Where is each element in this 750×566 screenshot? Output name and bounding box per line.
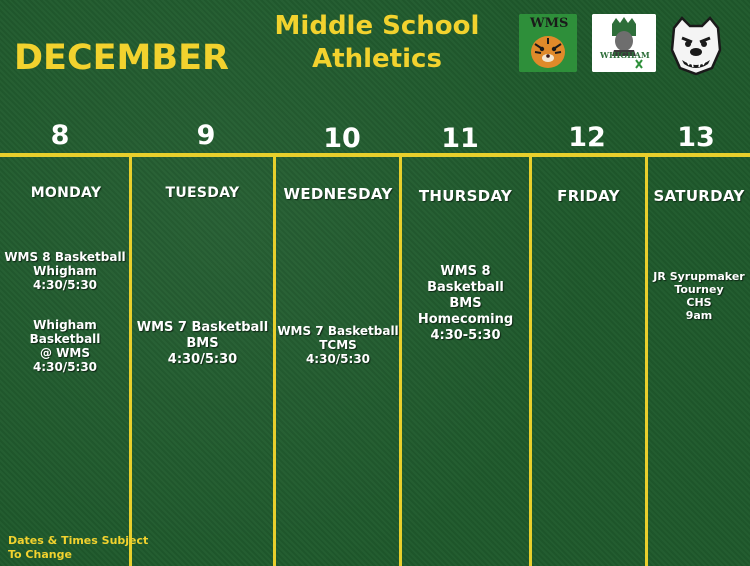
event-line: WMS 8 Basketball: [4, 250, 126, 264]
column-divider: [529, 157, 532, 566]
event-line: Tourney: [674, 283, 724, 296]
event-line: 4:30-5:30: [430, 328, 501, 343]
event-monday-1: [0, 250, 130, 292]
title-line-2: Athletics: [312, 44, 442, 74]
day-number: 13: [677, 122, 715, 153]
day-name-friday: FRIDAY: [557, 187, 620, 205]
day-name-thursday: THURSDAY: [418, 187, 513, 205]
day-name-monday: MONDAY: [30, 185, 102, 201]
day-name-saturday: SATURDAY: [653, 187, 745, 205]
event-line: Whigham: [33, 264, 97, 278]
event-line: 4:30/5:30: [32, 278, 98, 292]
bulldog-logo: [668, 14, 724, 76]
page-title: [262, 10, 492, 76]
disclaimer: [8, 534, 148, 562]
day-number: 12: [568, 122, 606, 153]
whigham-logo: [592, 14, 656, 72]
event-saturday-1: [648, 270, 750, 322]
header-divider: [0, 153, 750, 157]
day-number: 8: [50, 120, 70, 151]
event-line: BMS: [449, 296, 482, 311]
event-wednesday-1: [276, 324, 400, 366]
wms-logo-text: WMS: [530, 16, 569, 31]
event-thursday-1: [402, 264, 529, 344]
event-monday-2: [0, 318, 130, 374]
wms-tiger-logo: [519, 14, 577, 72]
disclaimer-line-1: Dates & Times Subject: [8, 534, 149, 547]
event-line: WMS 8 Basketball: [427, 264, 504, 295]
day-number: 11: [441, 123, 479, 154]
day-number: 10: [323, 123, 361, 154]
event-line: 4:30/5:30: [167, 352, 238, 367]
bulldog-icon: [668, 14, 724, 76]
event-line: TCMS: [319, 338, 357, 352]
event-line: BMS: [186, 336, 219, 351]
disclaimer-line-2: To Change: [8, 548, 72, 561]
column-divider: [645, 157, 648, 566]
event-line: Homecoming: [417, 312, 514, 327]
month-title: DECEMBER: [14, 38, 229, 78]
event-line: 4:30/5:30: [32, 360, 98, 374]
indian-head-icon: [592, 14, 656, 72]
event-line: WMS 7 Basketball: [136, 320, 269, 335]
event-line: 4:30/5:30: [305, 352, 371, 366]
event-line: WMS 7 Basketball: [277, 324, 399, 338]
event-line: JR Syrupmaker: [653, 270, 745, 283]
whigham-logo-text: WHIGHAM: [600, 50, 650, 60]
day-number: 9: [196, 120, 216, 151]
event-line: CHS: [686, 296, 712, 309]
day-name-tuesday: TUESDAY: [165, 185, 240, 201]
event-line: Whigham Basketball: [29, 318, 101, 346]
event-tuesday-1: [132, 320, 273, 368]
event-line: @ WMS: [40, 346, 90, 360]
day-name-wednesday: WEDNESDAY: [283, 185, 393, 203]
title-line-1: Middle School: [274, 11, 480, 41]
event-line: 9am: [685, 309, 713, 322]
